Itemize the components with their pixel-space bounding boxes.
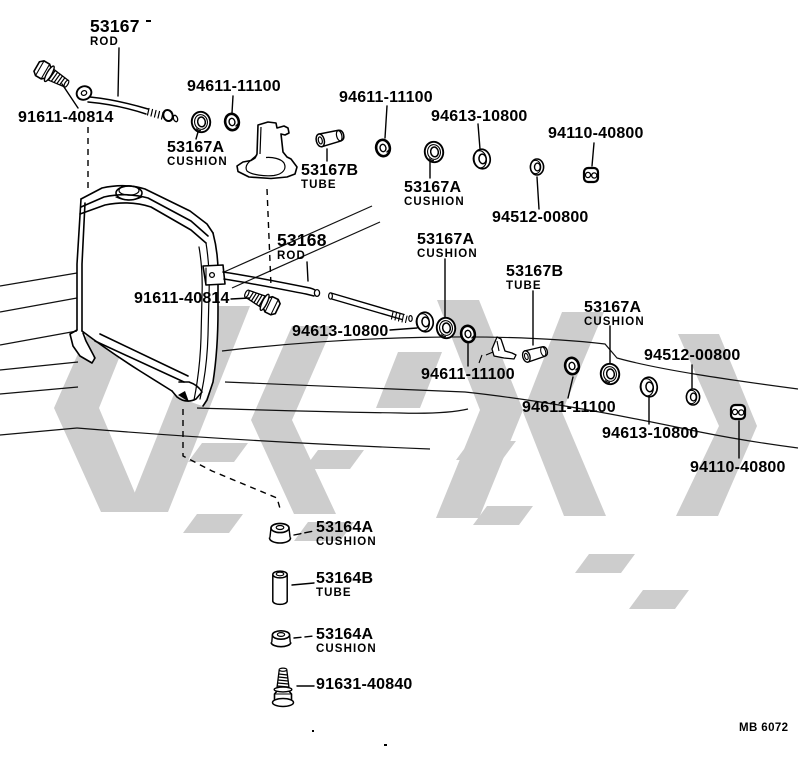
label-53167a-cushion-b-sub: CUSHION [404, 196, 465, 208]
label-53167b-tube-b[interactable] [506, 264, 563, 293]
label-94611-11100-b[interactable] [339, 90, 433, 106]
label-53167a-cushion-d-number: 53167A [584, 299, 642, 316]
label-94611-11100-d[interactable] [522, 400, 616, 416]
label-94611-11100-c[interactable] [421, 367, 515, 383]
label-94611-11100-b-number: 94611-11100 [339, 89, 433, 106]
label-94110-40800-b[interactable] [690, 460, 786, 476]
label-91631-40840-number: 91631-40840 [316, 676, 413, 693]
label-91611-40814-mid[interactable] [134, 291, 230, 307]
label-53164a-cushion-a[interactable] [316, 520, 377, 549]
label-53167a-cushion-b-number: 53167A [404, 179, 462, 196]
label-91611-40814-mid-number: 91611-40814 [134, 290, 230, 307]
label-53167b-tube-a-sub: TUBE [301, 179, 337, 191]
label-53167a-cushion-b[interactable] [404, 180, 465, 209]
label-94110-40800-b-number: 94110-40800 [690, 459, 786, 476]
label-94611-11100-a-number: 94611-11100 [187, 78, 281, 95]
label-94613-10800-c[interactable] [602, 426, 699, 442]
label-53168-rod-number: 53168 [277, 230, 327, 250]
label-94613-10800-a[interactable] [431, 109, 528, 125]
label-91611-40814-top[interactable] [18, 110, 114, 126]
label-94613-10800-b-number: 94613-10800 [292, 323, 389, 340]
label-53164a-cushion-a-sub: CUSHION [316, 536, 377, 548]
label-53164a-cushion-b[interactable] [316, 627, 377, 656]
label-53164a-cushion-b-number: 53164A [316, 626, 374, 643]
label-94512-00800-a-number: 94512-00800 [492, 209, 589, 226]
label-53167a-cushion-d-sub: CUSHION [584, 316, 645, 328]
label-94613-10800-c-number: 94613-10800 [602, 425, 699, 442]
label-53167-rod-sub: ROD [90, 35, 119, 48]
label-53168-rod[interactable] [277, 232, 327, 262]
label-94110-40800-a[interactable] [548, 126, 644, 142]
label-53167-rod-number: 53167 [90, 16, 140, 36]
label-94613-10800-b[interactable] [292, 324, 389, 340]
label-91611-40814-top-number: 91611-40814 [18, 109, 114, 126]
label-94512-00800-b[interactable] [644, 348, 741, 364]
label-53164b-tube[interactable] [316, 571, 373, 600]
label-53164b-tube-number: 53164B [316, 570, 374, 587]
label-53164a-cushion-a-number: 53164A [316, 519, 374, 536]
label-53167a-cushion-a-number: 53167A [167, 139, 225, 156]
label-53167b-tube-a-number: 53167B [301, 162, 359, 179]
label-94611-11100-c-number: 94611-11100 [421, 366, 515, 383]
label-53167a-cushion-c[interactable] [417, 232, 478, 261]
label-53168-rod-sub: ROD [277, 249, 306, 262]
label-53167b-tube-a[interactable] [301, 163, 358, 192]
label-94611-11100-d-number: 94611-11100 [522, 399, 616, 416]
label-53167a-cushion-d[interactable] [584, 300, 645, 329]
label-94613-10800-a-number: 94613-10800 [431, 108, 528, 125]
label-53167a-cushion-c-sub: CUSHION [417, 248, 478, 260]
label-53167a-cushion-a[interactable] [167, 140, 228, 169]
label-53167a-cushion-a-sub: CUSHION [167, 156, 228, 168]
label-53167b-tube-b-number: 53167B [506, 263, 564, 280]
label-53167-rod[interactable] [90, 18, 140, 48]
label-94512-00800-a[interactable] [492, 210, 589, 226]
label-53164a-cushion-b-sub: CUSHION [316, 643, 377, 655]
label-91631-40840[interactable] [316, 677, 413, 693]
label-53167a-cushion-c-number: 53167A [417, 231, 475, 248]
label-94110-40800-a-number: 94110-40800 [548, 125, 644, 142]
label-94611-11100-a[interactable] [187, 79, 281, 95]
label-94512-00800-b-number: 94512-00800 [644, 347, 741, 364]
label-53167b-tube-b-sub: TUBE [506, 280, 542, 292]
label-53164b-tube-sub: TUBE [316, 587, 352, 599]
figure-code: MB 6072 [739, 722, 789, 734]
